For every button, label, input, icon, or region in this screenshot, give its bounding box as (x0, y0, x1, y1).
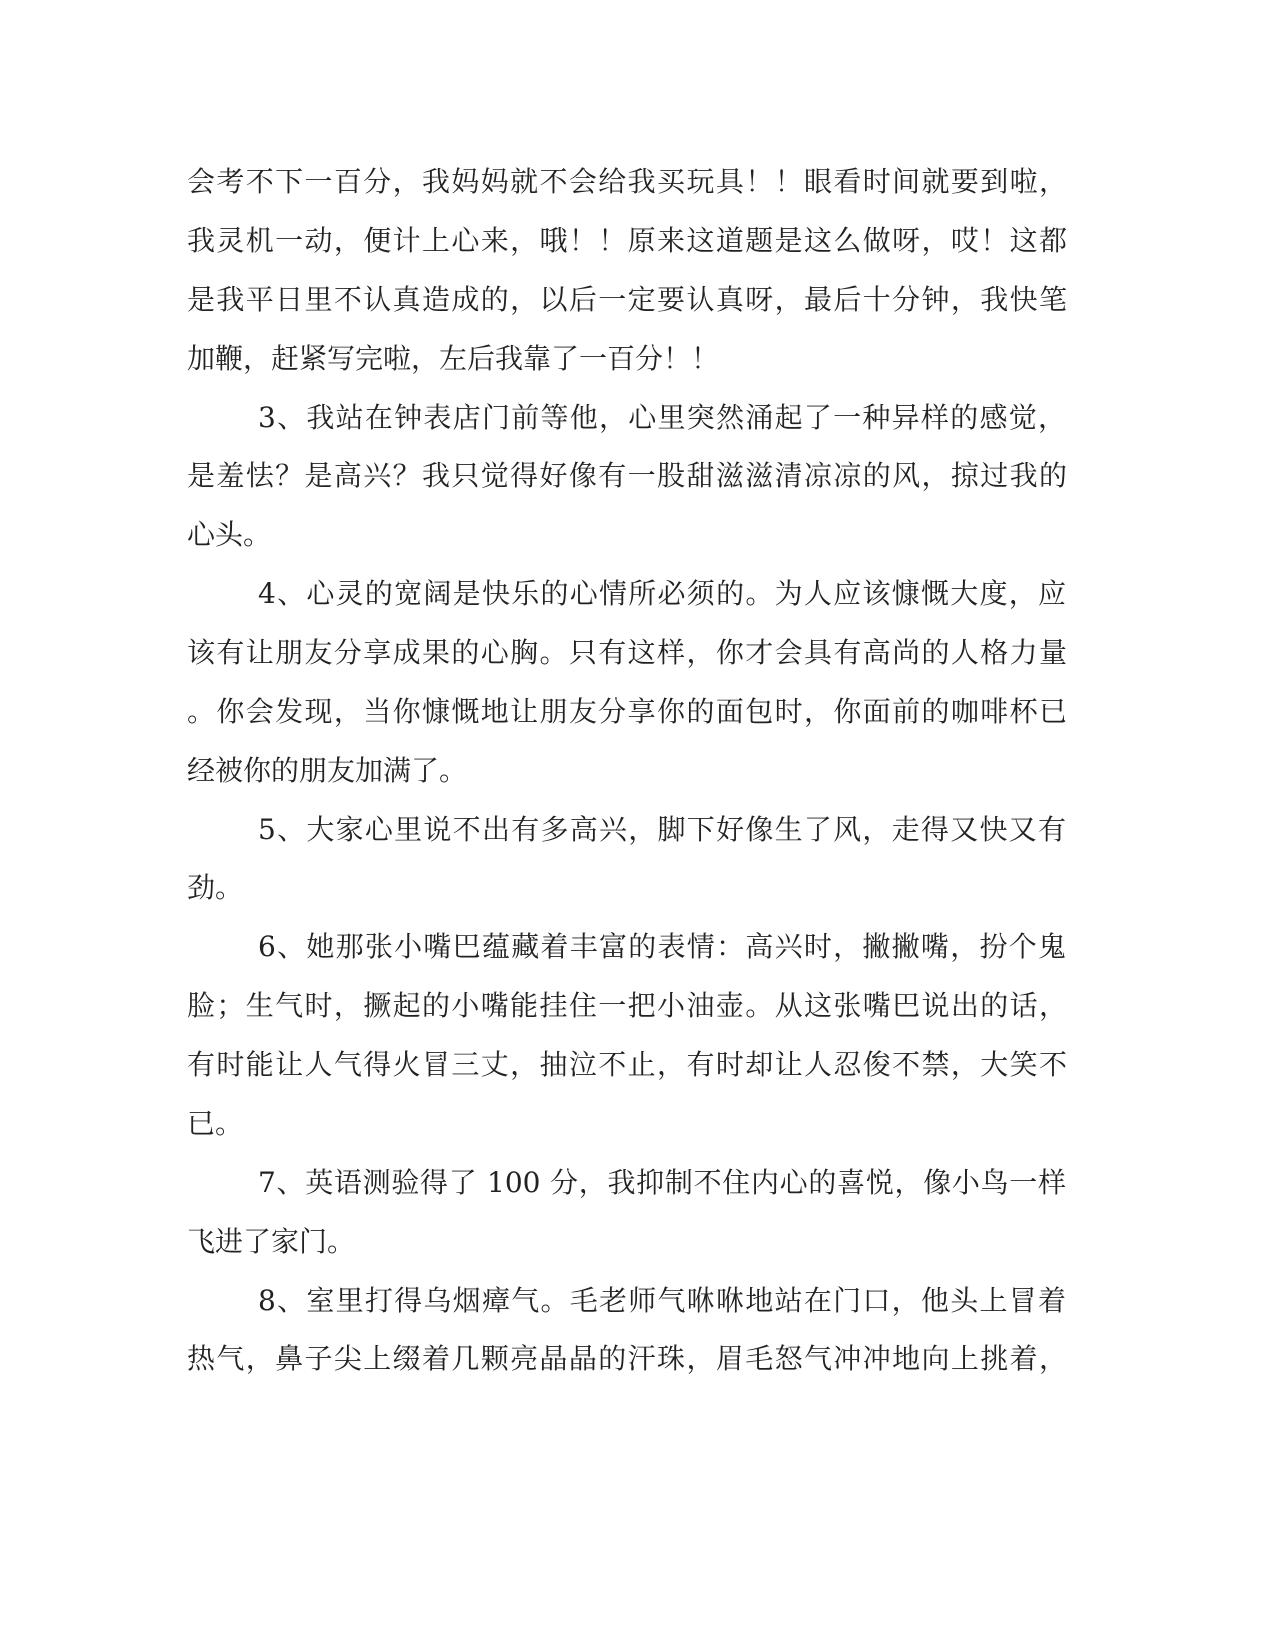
text-line: 劲。 (187, 871, 244, 904)
paragraph-start-line: 8、室里打得乌烟瘴气。毛老师气咻咻地站在门口，他头上冒着 (258, 1284, 1066, 1317)
text-line: 经被你的朋友加满了。 (187, 754, 468, 787)
text-line: 是我平日里不认真造成的，以后一定要认真呀，最后十分钟，我快笔 (187, 283, 1067, 316)
text-line: 是羞怯？是高兴？我只觉得好像有一股甜滋滋清凉凉的风，掠过我的 (187, 459, 1067, 492)
paragraph-start-line: 4、心灵的宽阔是快乐的心情所必须的。为人应该慷慨大度，应 (258, 577, 1066, 610)
text-line: 飞进了家门。 (187, 1225, 356, 1258)
paragraph-start-line: 3、我站在钟表店门前等他，心里突然涌起了一种异样的感觉， (258, 401, 1066, 434)
text-line: 有时能让人气得火冒三丈，抽泣不止，有时却让人忍俊不禁，大笑不 (187, 1048, 1067, 1081)
paragraph-start-line: 5、大家心里说不出有多高兴，脚下好像生了风，走得又快又有 (258, 813, 1066, 846)
text-line: 。你会发现，当你慷慨地让朋友分享你的面包时，你面前的咖啡杯已 (187, 695, 1067, 728)
text-line: 加鞭，赶紧写完啦，左后我靠了一百分！！ (187, 342, 720, 375)
text-line: 已。 (187, 1107, 244, 1140)
text-line: 我灵机一动，便计上心来，哦！！原来这道题是这么做呀，哎！这都 (187, 224, 1067, 257)
paragraph-start-line: 7、英语测验得了 100 分，我抑制不住内心的喜悦，像小鸟一样 (258, 1166, 1066, 1199)
paragraph-start-line: 6、她那张小嘴巴蕴藏着丰富的表情：高兴时，撇撇嘴，扮个鬼 (258, 930, 1066, 963)
text-line: 脸；生气时，撅起的小嘴能挂住一把小油壶。从这张嘴巴说出的话， (187, 989, 1067, 1022)
text-line: 热气，鼻子尖上缀着几颗亮晶晶的汗珠，眉毛怒气冲冲地向上挑着， (187, 1342, 1067, 1375)
text-line: 会考不下一百分，我妈妈就不会给我买玩具！！眼看时间就要到啦， (187, 165, 1067, 198)
text-line: 该有让朋友分享成果的心胸。只有这样，你才会具有高尚的人格力量 (187, 636, 1067, 669)
text-line: 心头。 (187, 518, 272, 551)
